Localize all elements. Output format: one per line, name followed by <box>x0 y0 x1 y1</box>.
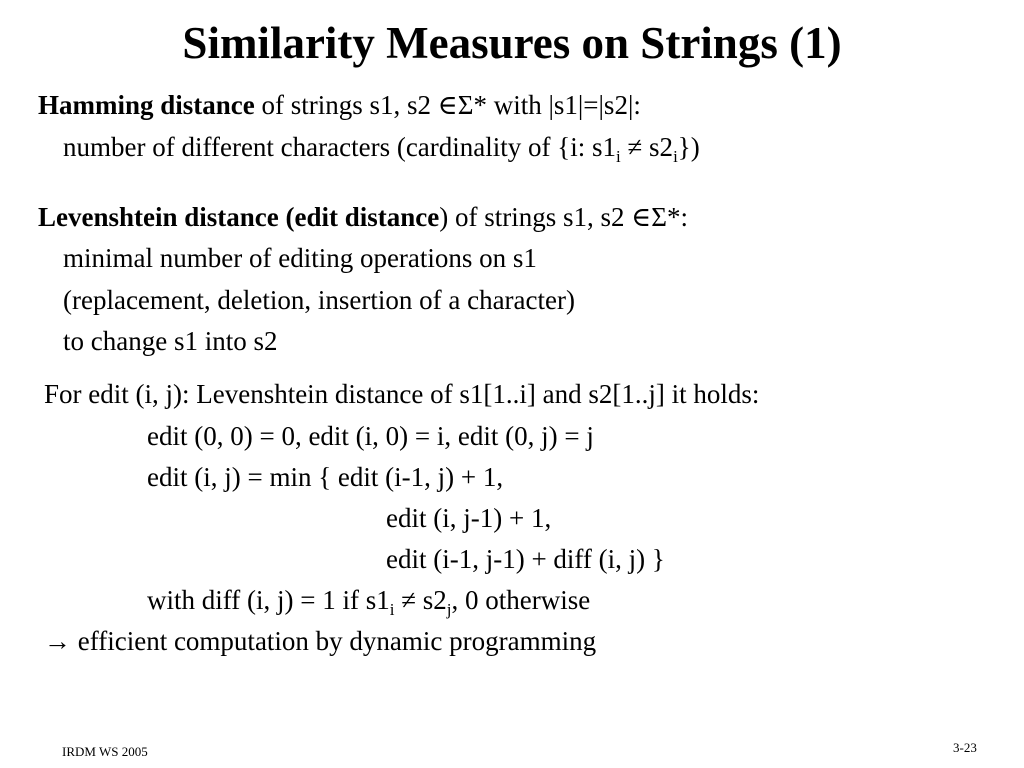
recurrence-min-line: edit (i, j) = min { edit (i-1, j) + 1, <box>147 462 504 492</box>
diff-post: , 0 otherwise <box>451 585 591 615</box>
slide-number: 3-23 <box>953 740 977 755</box>
diff-sub-i: i <box>389 600 395 619</box>
hamming-neq: ≠ s2 <box>620 132 674 162</box>
levenshtein-paren-close: ) <box>439 202 449 232</box>
hamming-sub-i-2: i <box>673 147 678 166</box>
diff-sub-j: j <box>446 600 452 619</box>
recurrence-base: edit (0, 0) = 0, edit (i, 0) = i, edit (0, j) = j <box>147 421 594 451</box>
footer-left: IRDM WS 2005 <box>62 744 148 759</box>
hamming-description <box>63 130 700 164</box>
recurrence-intro: For edit (i, j): Levenshtein distance of s1[1..i] and s2[1..j] it holds: <box>44 379 760 409</box>
recurrence-term-2: edit (i, j-1) + 1, <box>386 503 552 533</box>
hamming-definition <box>38 88 641 122</box>
hamming-def-rest: of strings s1, s2 ∈Σ* with |s1|=|s2|: <box>254 90 641 120</box>
recurrence-conclusion: → efficient computation by dynamic programming <box>44 626 597 656</box>
levenshtein-definition <box>38 200 688 234</box>
levenshtein-line-2: (replacement, deletion, insertion of a character) <box>63 285 575 315</box>
recurrence-term-3: edit (i-1, j-1) + diff (i, j) } <box>386 544 665 574</box>
recurrence-diff <box>147 583 590 617</box>
hamming-desc-pre: number of different characters (cardinality of {i: s1 <box>63 132 616 162</box>
hamming-term: Hamming distance <box>38 90 255 120</box>
slide-title: Similarity Measures on Strings (1) <box>182 18 842 68</box>
levenshtein-line-3: to change s1 into s2 <box>63 326 278 356</box>
hamming-desc-post: }) <box>677 132 700 162</box>
hamming-sub-i-1: i <box>616 147 621 166</box>
diff-pre: with diff (i, j) = 1 if s1 <box>147 585 390 615</box>
levenshtein-def-rest: of strings s1, s2 ∈Σ*: <box>448 202 688 232</box>
levenshtein-line-1: minimal number of editing operations on s1 <box>63 243 537 273</box>
diff-neq: ≠ s2 <box>394 585 447 615</box>
levenshtein-term: Levenshtein distance (edit distance <box>38 202 440 232</box>
